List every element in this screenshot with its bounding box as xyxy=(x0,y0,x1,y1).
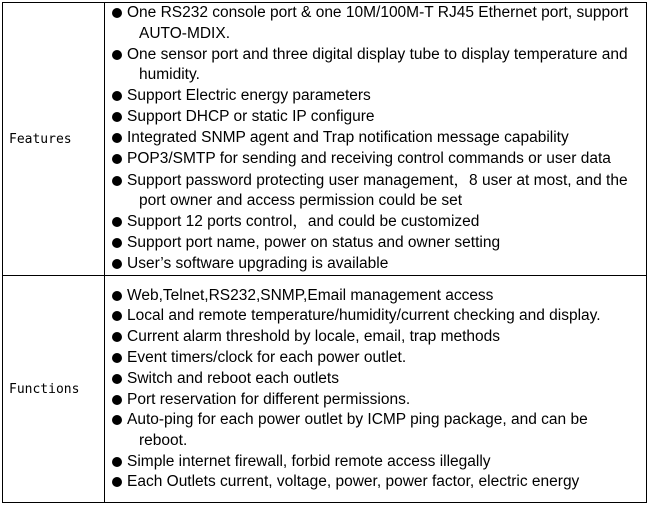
features-item-text: Integrated SNMP agent and Trap notification message capability xyxy=(127,129,569,147)
functions-item-text: Web,Telnet,RS232,SNMP,Email management access xyxy=(127,286,494,304)
bullet-icon xyxy=(112,238,122,248)
bullet-icon xyxy=(112,133,122,143)
features-item xyxy=(112,171,638,212)
functions-item-text: Simple internet firewall, forbid remote access illegally xyxy=(127,452,491,470)
features-item-text: Support password protecting user management，8 user at most, and the xyxy=(127,171,628,189)
features-item-text: POP3/SMTP for sending and receiving control commands or user data xyxy=(127,150,611,168)
features-row xyxy=(3,3,647,276)
functions-item-text: Switch and reboot each outlets xyxy=(127,369,339,387)
functions-item-text: Local and remote temperature/humidity/current checking and display. xyxy=(127,307,601,325)
functions-item xyxy=(112,286,638,307)
functions-row xyxy=(3,276,647,503)
functions-content xyxy=(105,276,647,503)
bullet-icon xyxy=(112,217,122,227)
spec-table xyxy=(2,2,647,503)
bullet-icon xyxy=(112,50,122,60)
functions-item xyxy=(112,390,638,411)
features-item-text: Support 12 ports control，and could be customized xyxy=(127,213,480,231)
functions-item-text: Event timers/clock for each power outlet. xyxy=(127,348,407,366)
bullet-icon xyxy=(112,374,122,384)
functions-item-text: Each Outlets current, voltage, power, power factor, electric energy xyxy=(127,473,580,491)
features-item-text-cont: humidity. xyxy=(139,66,200,84)
bullet-icon xyxy=(112,91,122,101)
functions-label: Functions xyxy=(3,276,105,503)
functions-item xyxy=(112,348,638,369)
functions-item xyxy=(112,452,638,473)
bullet-icon xyxy=(112,176,122,186)
bullet-icon xyxy=(112,291,122,301)
bullet-icon xyxy=(112,457,122,467)
features-list xyxy=(112,3,638,275)
bullet-icon xyxy=(112,311,122,321)
functions-item xyxy=(112,369,638,390)
functions-item-text-cont: reboot. xyxy=(139,431,188,449)
features-item-text: Support Electric energy parameters xyxy=(127,87,371,105)
bullet-icon xyxy=(112,415,122,425)
features-item-text-cont: port owner and access permission could be set xyxy=(139,192,463,210)
features-item xyxy=(112,86,638,107)
functions-item xyxy=(112,472,638,493)
functions-item xyxy=(112,327,638,348)
features-item-text: Support port name, power on status and owner setting xyxy=(127,234,501,252)
features-item xyxy=(112,3,638,44)
bullet-icon xyxy=(112,477,122,487)
functions-list xyxy=(112,286,638,493)
features-item-text: One RS232 console port & one 10M/100M-T RJ45 Ethernet port, support xyxy=(127,4,629,21)
bullet-icon xyxy=(112,395,122,405)
features-item-text-cont: AUTO-MDIX. xyxy=(139,24,230,42)
features-label: Features xyxy=(3,3,105,276)
bullet-icon xyxy=(112,154,122,164)
functions-item-text: Port reservation for different permissions. xyxy=(127,390,411,408)
functions-item xyxy=(112,410,638,451)
features-item xyxy=(112,149,638,170)
features-item xyxy=(112,45,638,86)
features-item xyxy=(112,107,638,128)
functions-item xyxy=(112,306,638,327)
features-item-text: Support DHCP or static IP configure xyxy=(127,108,375,126)
bullet-icon xyxy=(112,8,122,18)
features-item xyxy=(112,254,638,275)
bullet-icon xyxy=(112,332,122,342)
functions-item-text: Auto-ping for each power outlet by ICMP ping package, and can be xyxy=(127,411,588,429)
features-content xyxy=(105,3,647,276)
features-item xyxy=(112,233,638,254)
features-item-text: One sensor port and three digital display tube to display temperature and xyxy=(127,45,628,63)
bullet-icon xyxy=(112,259,122,269)
features-item xyxy=(112,212,638,233)
bullet-icon xyxy=(112,112,122,122)
bullet-icon xyxy=(112,353,122,363)
functions-item-text: Current alarm threshold by locale, email, trap methods xyxy=(127,328,501,346)
features-item-text: User’s software upgrading is available xyxy=(127,255,389,273)
features-item xyxy=(112,128,638,149)
